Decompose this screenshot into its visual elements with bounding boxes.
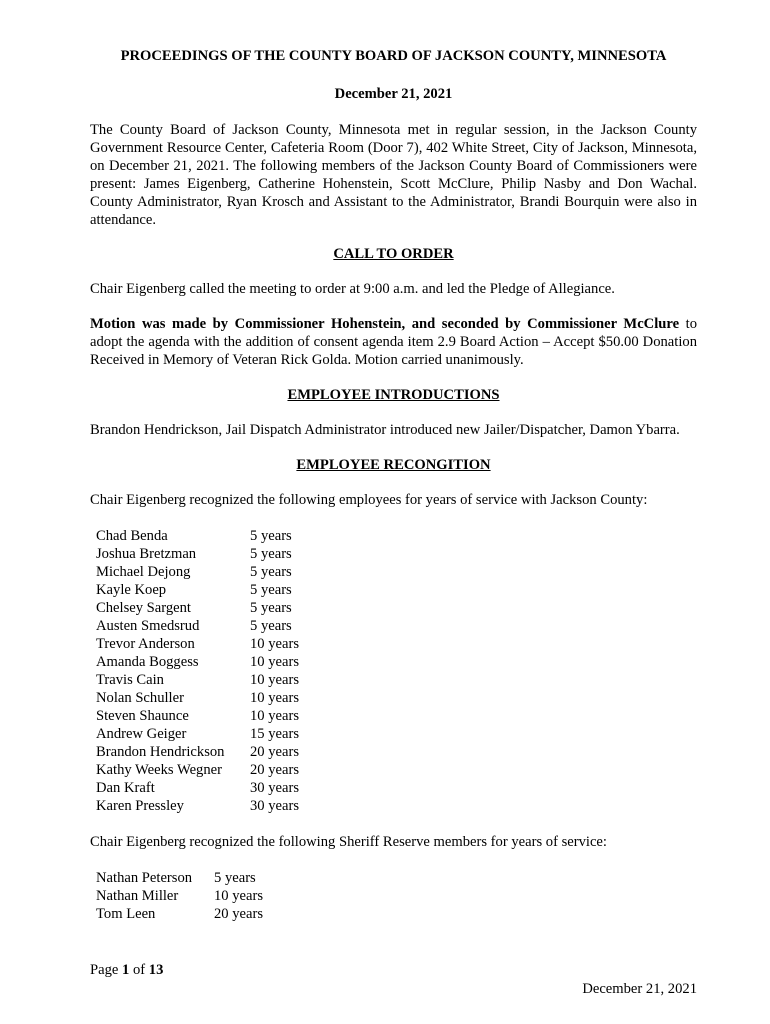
years-of-service: 5 years <box>250 582 292 598</box>
years-of-service: 10 years <box>214 888 264 904</box>
table-row <box>96 779 299 797</box>
years-of-service: 30 years <box>250 798 300 814</box>
table-row <box>96 527 299 545</box>
years-of-service: 5 years <box>250 564 292 580</box>
table-row <box>96 887 263 905</box>
motion-paragraph <box>90 315 697 369</box>
document-body <box>90 47 697 923</box>
reserve-years-table <box>96 869 263 923</box>
person-name: Nathan Miller <box>96 888 179 904</box>
page-number <box>90 961 163 979</box>
years-of-service: 5 years <box>250 546 292 562</box>
person-name: Nathan Peterson <box>96 870 193 886</box>
table-row <box>96 671 299 689</box>
person-name: Chelsey Sargent <box>96 600 191 616</box>
years-of-service: 10 years <box>250 690 300 706</box>
reserve-recognition-text: Chair Eigenberg recognized the following Sheriff Reserve members for years of service: <box>90 834 607 850</box>
person-name: Amanda Boggess <box>96 654 199 670</box>
person-name: Steven Shaunce <box>96 708 189 724</box>
table-row <box>96 761 299 779</box>
page-current: 1 <box>122 962 130 978</box>
employee-introductions-text: Brandon Hendrickson, Jail Dispatch Administrator introduced new Jailer/Dispatcher, Damon Ybarra. <box>90 422 680 438</box>
motion-rest-text: to adopt the agenda with the addition of consent agenda item 2.9 Board Action – Accept $50.00 Donation Received in Memory of Veteran Rick Golda. Motion carried unanimously. <box>90 316 697 368</box>
motion-bold-text: Motion was made by Commissioner Hohenstein, and seconded by Commissioner McClure <box>90 316 680 332</box>
table-row <box>96 581 299 599</box>
call-to-order-text: Chair Eigenberg called the meeting to order at 9:00 a.m. and led the Pledge of Allegiance. <box>90 281 615 297</box>
years-of-service: 10 years <box>250 672 300 688</box>
person-name: Tom Leen <box>96 906 156 922</box>
table-row <box>96 617 299 635</box>
years-of-service: 10 years <box>250 708 300 724</box>
table-row <box>96 869 263 887</box>
table-row <box>96 707 299 725</box>
table-row <box>96 563 299 581</box>
person-name: Joshua Bretzman <box>96 546 197 562</box>
table-row <box>96 905 263 923</box>
document-title: PROCEEDINGS OF THE COUNTY BOARD OF JACKSON COUNTY, MINNESOTA <box>120 48 667 64</box>
person-name: Kayle Koep <box>96 582 167 598</box>
person-name: Trevor Anderson <box>96 636 195 652</box>
years-of-service: 5 years <box>214 870 256 886</box>
table-row <box>96 545 299 563</box>
person-name: Michael Dejong <box>96 564 191 580</box>
years-of-service: 20 years <box>214 906 264 922</box>
years-of-service: 15 years <box>250 726 300 742</box>
person-name: Chad Benda <box>96 528 168 544</box>
heading-employee-recognition: EMPLOYEE RECONGITION <box>296 457 491 473</box>
person-name: Dan Kraft <box>96 780 155 796</box>
table-row <box>96 725 299 743</box>
table-row <box>96 599 299 617</box>
footer-date: December 21, 2021 <box>582 981 697 997</box>
years-of-service: 20 years <box>250 744 300 760</box>
years-of-service: 30 years <box>250 780 300 796</box>
years-of-service: 5 years <box>250 528 292 544</box>
person-name: Nolan Schuller <box>96 690 184 706</box>
table-row <box>96 743 299 761</box>
page-prefix: Page <box>90 962 123 978</box>
person-name: Travis Cain <box>96 672 164 688</box>
heading-employee-introductions: EMPLOYEE INTRODUCTIONS <box>287 387 500 403</box>
heading-call-to-order: CALL TO ORDER <box>333 246 454 262</box>
page-total: 13 <box>148 962 164 978</box>
years-of-service: 10 years <box>250 636 300 652</box>
table-row <box>96 689 299 707</box>
years-of-service: 10 years <box>250 654 300 670</box>
employee-years-table <box>96 527 299 815</box>
page-of: of <box>129 962 149 978</box>
table-row <box>96 653 299 671</box>
intro-paragraph: The County Board of Jackson County, Minnesota met in regular session, in the Jackson County Government Resource Center, Cafeteria Room (Door 7), 402 White Street, City of Jackson, Minnesota, on December 21, 2021. The following members of the Jackson County Board of Commissioners were present: James Eigenberg, Catherine Hohenstein, Scott McClure, Philip Nasby and Don Wachal. County Administrator, Ryan Krosch and Assistant to the Administrator, Brandi Bourquin were also in attendance. <box>90 122 697 228</box>
years-of-service: 5 years <box>250 600 292 616</box>
person-name: Karen Pressley <box>96 798 184 814</box>
person-name: Andrew Geiger <box>96 726 187 742</box>
years-of-service: 20 years <box>250 762 300 778</box>
person-name: Kathy Weeks Wegner <box>96 762 222 778</box>
years-of-service: 5 years <box>250 618 292 634</box>
person-name: Brandon Hendrickson <box>96 744 225 760</box>
meeting-date: December 21, 2021 <box>334 86 453 102</box>
person-name: Austen Smedsrud <box>96 618 200 634</box>
employee-recognition-text: Chair Eigenberg recognized the following employees for years of service with Jackson County: <box>90 492 648 508</box>
table-row <box>96 797 299 815</box>
table-row <box>96 635 299 653</box>
